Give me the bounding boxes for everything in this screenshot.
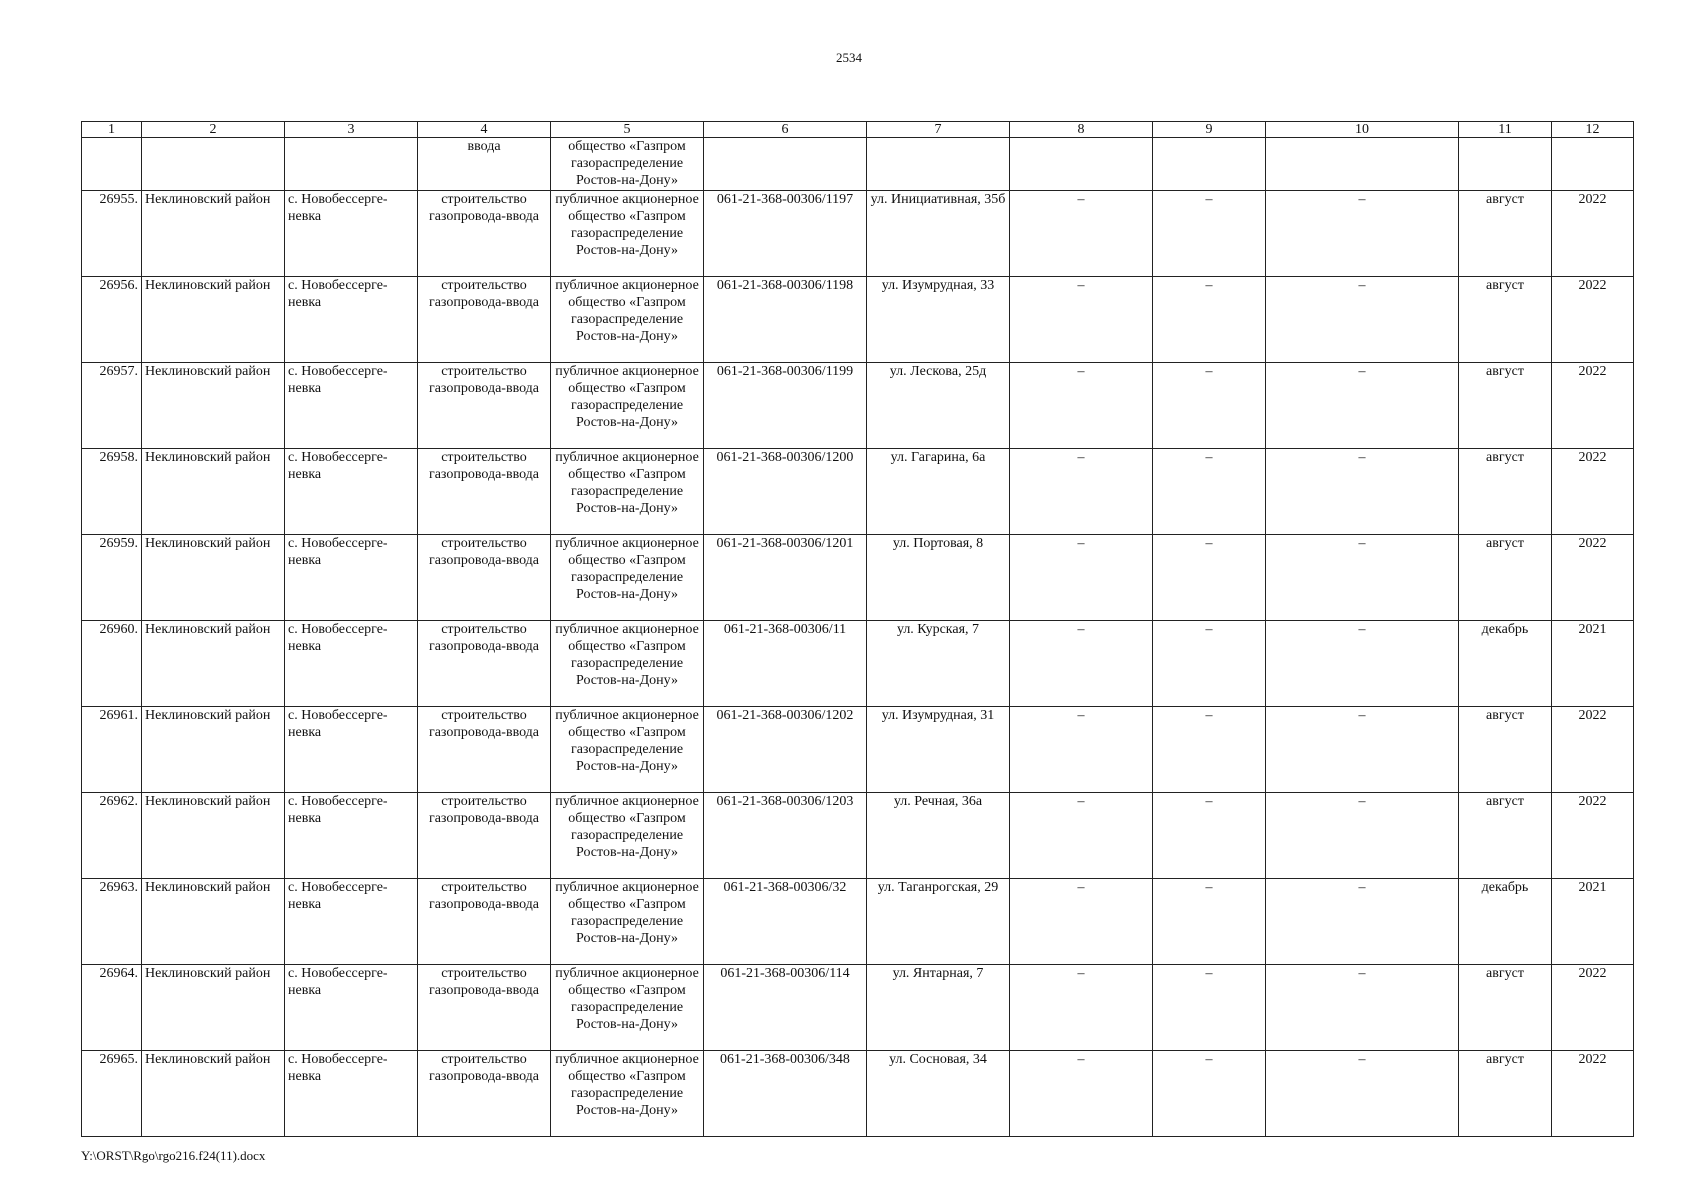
year-cell: 2022 [1552, 449, 1634, 535]
organization-cell: публичное акционерное общество «Газпром газораспределение Ростов-на-Дону» [551, 1051, 704, 1137]
column-header-row [82, 122, 1634, 138]
table-row [82, 363, 1634, 449]
row-number-cell: 26961. [82, 707, 142, 793]
work-cell: строительство газопровода-ввода [418, 535, 551, 621]
column-header: 4 [418, 122, 551, 138]
column-10-cell: – [1266, 793, 1459, 879]
work-cell: строительство газопровода-ввода [418, 793, 551, 879]
column-8-cell: – [1010, 707, 1153, 793]
settlement-cell: с. Новобессерге-невка [285, 879, 418, 965]
district-cell: Неклиновский район [142, 965, 285, 1051]
year-cell: 2022 [1552, 535, 1634, 621]
column-header: 8 [1010, 122, 1153, 138]
column-9-cell: – [1153, 707, 1266, 793]
address-cell: ул. Янтарная, 7 [867, 965, 1010, 1051]
row-number-cell: 26955. [82, 191, 142, 277]
data-table [81, 121, 1634, 1137]
settlement-cell: с. Новобессерге-невка [285, 277, 418, 363]
settlement-cell: с. Новобессерге-невка [285, 535, 418, 621]
registration-code-cell: 061-21-368-00306/11 [704, 621, 867, 707]
year-cell: 2022 [1552, 363, 1634, 449]
year-cell: 2022 [1552, 191, 1634, 277]
settlement-cell: с. Новобессерге-невка [285, 621, 418, 707]
column-8-cell: – [1010, 449, 1153, 535]
column-8-cell: – [1010, 191, 1153, 277]
column-10-cell: – [1266, 965, 1459, 1051]
column-header: 5 [551, 122, 704, 138]
settlement-cell: с. Новобессерге-невка [285, 363, 418, 449]
registration-code-cell: 061-21-368-00306/1199 [704, 363, 867, 449]
registration-code-cell: 061-21-368-00306/1200 [704, 449, 867, 535]
table-row [82, 1051, 1634, 1137]
organization-cell: публичное акционерное общество «Газпром газораспределение Ростов-на-Дону» [551, 449, 704, 535]
column-header: 11 [1459, 122, 1552, 138]
column-9-cell: – [1153, 621, 1266, 707]
work-cell: строительство газопровода-ввода [418, 449, 551, 535]
work-cell: строительство газопровода-ввода [418, 277, 551, 363]
year-cell: 2022 [1552, 707, 1634, 793]
district-cell: Неклиновский район [142, 707, 285, 793]
column-10-cell: – [1266, 535, 1459, 621]
organization-cell: публичное акционерное общество «Газпром газораспределение Ростов-на-Дону» [551, 621, 704, 707]
row-number-cell: 26965. [82, 1051, 142, 1137]
month-cell: август [1459, 1051, 1552, 1137]
district-cell: Неклиновский район [142, 879, 285, 965]
work-cell: строительство газопровода-ввода [418, 707, 551, 793]
column-10-cell: – [1266, 277, 1459, 363]
column-header: 1 [82, 122, 142, 138]
continuation-row [82, 138, 1634, 191]
year-cell: 2022 [1552, 793, 1634, 879]
organization-cell: публичное акционерное общество «Газпром газораспределение Ростов-на-Дону» [551, 363, 704, 449]
registration-code-cell: 061-21-368-00306/1203 [704, 793, 867, 879]
year-cell: 2022 [1552, 277, 1634, 363]
month-cell: август [1459, 535, 1552, 621]
row-number-cell: 26960. [82, 621, 142, 707]
column-10-cell: – [1266, 1051, 1459, 1137]
district-cell: Неклиновский район [142, 363, 285, 449]
organization-cell: публичное акционерное общество «Газпром газораспределение Ростов-на-Дону» [551, 535, 704, 621]
column-9-cell: – [1153, 1051, 1266, 1137]
column-8-cell: – [1010, 621, 1153, 707]
row-number-cell: 26962. [82, 793, 142, 879]
column-9-cell: – [1153, 191, 1266, 277]
row-number-cell: 26964. [82, 965, 142, 1051]
table-row [82, 707, 1634, 793]
year-cell: 2022 [1552, 965, 1634, 1051]
address-cell: ул. Лескова, 25д [867, 363, 1010, 449]
column-10-cell: – [1266, 449, 1459, 535]
table-row [82, 535, 1634, 621]
column-8-cell: – [1010, 879, 1153, 965]
row-number-cell: 26959. [82, 535, 142, 621]
column-header: 9 [1153, 122, 1266, 138]
settlement-cell: с. Новобессерге-невка [285, 965, 418, 1051]
organization-cell: публичное акционерное общество «Газпром газораспределение Ростов-на-Дону» [551, 879, 704, 965]
work-cell: строительство газопровода-ввода [418, 1051, 551, 1137]
organization-cell: публичное акционерное общество «Газпром газораспределение Ростов-на-Дону» [551, 277, 704, 363]
column-header: 12 [1552, 122, 1634, 138]
year-cell: 2021 [1552, 879, 1634, 965]
table-row [82, 277, 1634, 363]
column-10-cell: – [1266, 621, 1459, 707]
column-8-cell: – [1010, 535, 1153, 621]
address-cell: ул. Инициативная, 35б [867, 191, 1010, 277]
work-cell: ввода [418, 138, 551, 191]
month-cell: август [1459, 449, 1552, 535]
page-number: 2534 [836, 50, 862, 65]
month-cell: август [1459, 707, 1552, 793]
table-row [82, 793, 1634, 879]
address-cell: ул. Речная, 36а [867, 793, 1010, 879]
month-cell: декабрь [1459, 621, 1552, 707]
address-cell: ул. Курская, 7 [867, 621, 1010, 707]
organization-cell: публичное акционерное общество «Газпром газораспределение Ростов-на-Дону» [551, 191, 704, 277]
row-number-cell: 26958. [82, 449, 142, 535]
column-10-cell: – [1266, 363, 1459, 449]
column-header: 10 [1266, 122, 1459, 138]
settlement-cell: с. Новобессерге-невка [285, 707, 418, 793]
organization-cell: публичное акционерное общество «Газпром газораспределение Ростов-на-Дону» [551, 793, 704, 879]
column-8-cell: – [1010, 793, 1153, 879]
month-cell: август [1459, 965, 1552, 1051]
registration-code-cell: 061-21-368-00306/348 [704, 1051, 867, 1137]
column-9-cell: – [1153, 363, 1266, 449]
work-cell: строительство газопровода-ввода [418, 879, 551, 965]
column-9-cell: – [1153, 277, 1266, 363]
file-path-footer: Y:\ORST\Rgo\rgo216.f24(11).docx [81, 1148, 266, 1163]
district-cell: Неклиновский район [142, 1051, 285, 1137]
work-cell: строительство газопровода-ввода [418, 965, 551, 1051]
column-header: 6 [704, 122, 867, 138]
registration-code-cell: 061-21-368-00306/32 [704, 879, 867, 965]
column-8-cell: – [1010, 1051, 1153, 1137]
year-cell: 2021 [1552, 621, 1634, 707]
column-8-cell: – [1010, 277, 1153, 363]
row-number-cell: 26957. [82, 363, 142, 449]
organization-cell: публичное акционерное общество «Газпром газораспределение Ростов-на-Дону» [551, 707, 704, 793]
column-10-cell: – [1266, 879, 1459, 965]
table-row [82, 965, 1634, 1051]
settlement-cell: с. Новобессерге-невка [285, 449, 418, 535]
district-cell: Неклиновский район [142, 621, 285, 707]
column-9-cell: – [1153, 965, 1266, 1051]
work-cell: строительство газопровода-ввода [418, 363, 551, 449]
address-cell: ул. Таганрогская, 29 [867, 879, 1010, 965]
table-row [82, 449, 1634, 535]
settlement-cell: с. Новобессерге-невка [285, 1051, 418, 1137]
row-number-cell: 26956. [82, 277, 142, 363]
column-9-cell: – [1153, 535, 1266, 621]
column-9-cell: – [1153, 449, 1266, 535]
settlement-cell: с. Новобессерге-невка [285, 191, 418, 277]
registration-code-cell: 061-21-368-00306/1198 [704, 277, 867, 363]
organization-cell: публичное акционерное общество «Газпром газораспределение Ростов-на-Дону» [551, 965, 704, 1051]
column-10-cell: – [1266, 707, 1459, 793]
column-header: 2 [142, 122, 285, 138]
month-cell: декабрь [1459, 879, 1552, 965]
district-cell: Неклиновский район [142, 793, 285, 879]
address-cell: ул. Изумрудная, 31 [867, 707, 1010, 793]
table-row [82, 621, 1634, 707]
district-cell: Неклиновский район [142, 449, 285, 535]
column-8-cell: – [1010, 965, 1153, 1051]
organization-cell: общество «Газпром газораспределение Ростов-на-Дону» [551, 138, 704, 191]
table-row [82, 879, 1634, 965]
work-cell: строительство газопровода-ввода [418, 621, 551, 707]
column-header: 7 [867, 122, 1010, 138]
district-cell: Неклиновский район [142, 191, 285, 277]
month-cell: август [1459, 191, 1552, 277]
settlement-cell: с. Новобессерге-невка [285, 793, 418, 879]
registration-code-cell: 061-21-368-00306/1201 [704, 535, 867, 621]
column-header: 3 [285, 122, 418, 138]
month-cell: август [1459, 793, 1552, 879]
address-cell: ул. Изумрудная, 33 [867, 277, 1010, 363]
address-cell: ул. Сосновая, 34 [867, 1051, 1010, 1137]
district-cell: Неклиновский район [142, 277, 285, 363]
registration-code-cell: 061-21-368-00306/114 [704, 965, 867, 1051]
registration-code-cell: 061-21-368-00306/1197 [704, 191, 867, 277]
column-9-cell: – [1153, 879, 1266, 965]
work-cell: строительство газопровода-ввода [418, 191, 551, 277]
row-number-cell: 26963. [82, 879, 142, 965]
address-cell: ул. Портовая, 8 [867, 535, 1010, 621]
year-cell: 2022 [1552, 1051, 1634, 1137]
column-8-cell: – [1010, 363, 1153, 449]
column-10-cell: – [1266, 191, 1459, 277]
month-cell: август [1459, 277, 1552, 363]
table-row [82, 191, 1634, 277]
registration-code-cell: 061-21-368-00306/1202 [704, 707, 867, 793]
address-cell: ул. Гагарина, 6а [867, 449, 1010, 535]
month-cell: август [1459, 363, 1552, 449]
district-cell: Неклиновский район [142, 535, 285, 621]
column-9-cell: – [1153, 793, 1266, 879]
